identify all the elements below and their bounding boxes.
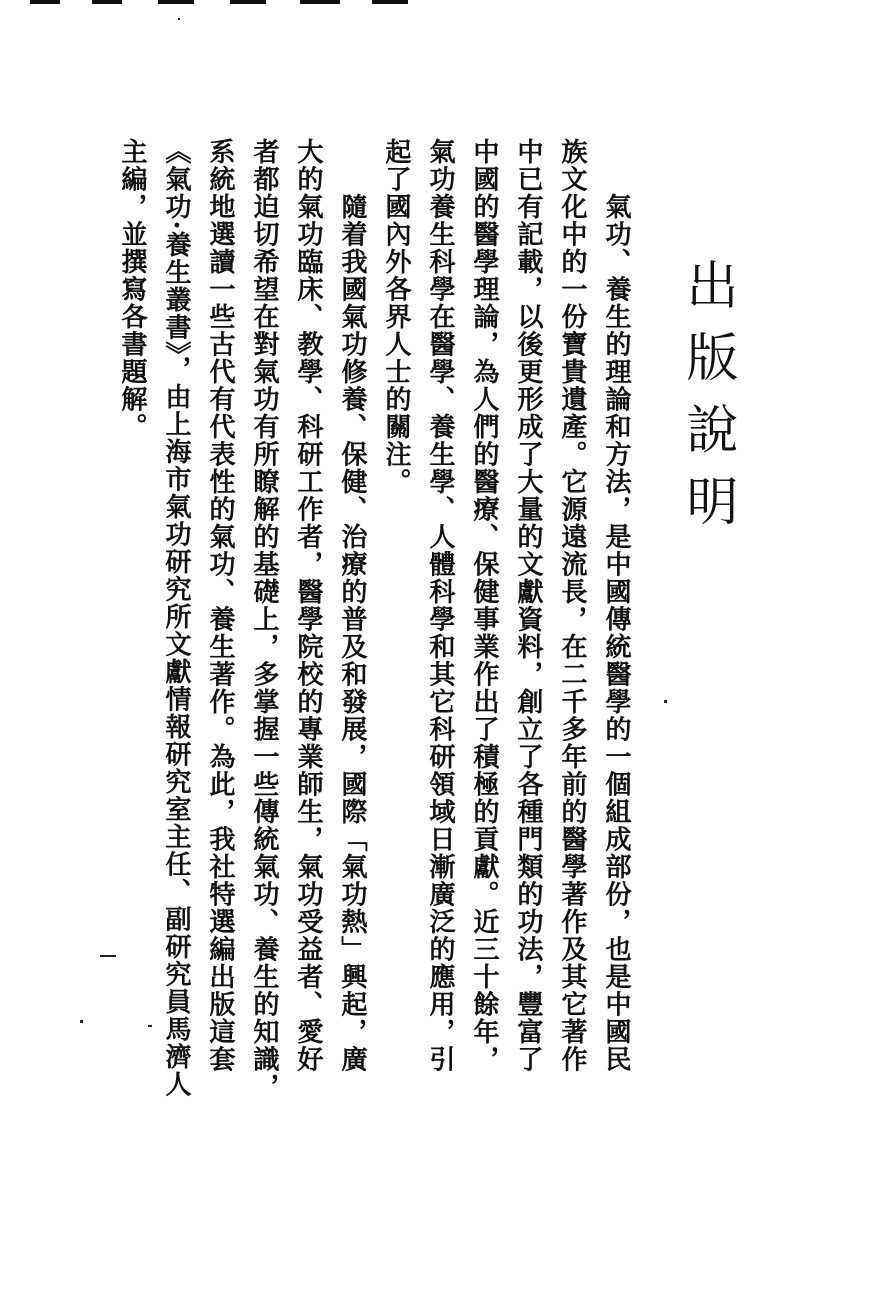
scan-speck	[148, 1025, 152, 1027]
scan-speck	[664, 700, 667, 703]
body-text	[117, 138, 638, 1178]
text-column: 氣功養生科學在醫學、養生學、人體科學和其它科研領域日漸廣泛的應用，引	[425, 138, 456, 1073]
text-column: 族文化中的一份寶貴遺產。它源遠流長，在二千多年前的醫學著作及其它著作	[557, 138, 588, 1073]
scan-edge-mark	[300, 0, 340, 4]
scan-edge-mark	[92, 0, 122, 4]
text-column: 起了國內外各界人士的關注。	[381, 138, 412, 496]
text-column: 中已有記載，以後更形成了大量的文獻資料，創立了各種門類的功法，豐富了	[513, 138, 544, 1073]
scan-speck	[80, 1020, 83, 1023]
scan-edge-mark	[372, 0, 408, 4]
scan-speck	[100, 955, 116, 957]
text-column: 隨着我國氣功修養、保健、治療的普及和發展，國際「氣功熱」興起，廣	[337, 138, 368, 1073]
text-column: 《氣功·養生叢書》，由上海市氣功研究所文獻情報研究室主任、副研究員馬濟人	[161, 138, 192, 1098]
scan-edge-mark	[30, 0, 60, 4]
text-column: 系統地選讀一些古代有代表性的氣功、養生著作。為此，我社特選編出版這套	[205, 138, 236, 1073]
text-column: 中國的醫學理論，為人們的醫療、保健事業作出了積極的貢獻。近三十餘年，	[469, 138, 500, 1073]
scan-edge-mark	[158, 0, 194, 4]
text-column: 主編，並撰寫各書題解。	[117, 138, 148, 441]
scan-edge-mark	[230, 0, 266, 4]
scan-speck	[178, 18, 180, 20]
text-column: 者都迫切希望在對氣功有所瞭解的基礎上，多掌握一些傳統氣功、養生的知識，	[249, 138, 280, 1101]
text-column: 氣功、養生的理論和方法，是中國傳統醫學的一個組成部份，也是中國民	[601, 138, 632, 1073]
page-title: 出版說明	[677, 258, 737, 546]
text-column: 大的氣功臨床、教學、科研工作者，醫學院校的專業師生，氣功受益者、愛好	[293, 138, 324, 1073]
